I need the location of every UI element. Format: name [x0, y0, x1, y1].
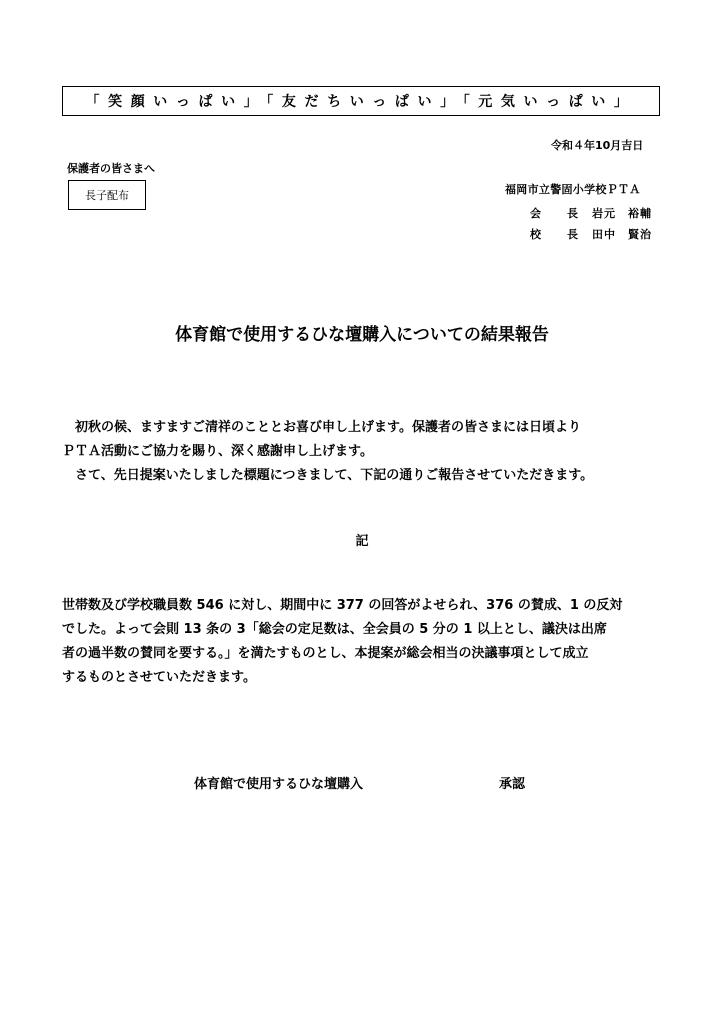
result-line: 世帯数及び学校職員数 546 に対し、期間中に 377 の回答がよせられ、376 の賛成、1 の反対	[62, 598, 623, 613]
note-heading: 記	[355, 534, 369, 549]
issue-date: 令和４年10月吉日	[551, 139, 644, 152]
signatory-role-char: 会	[530, 207, 541, 220]
organization-name: 福岡市立警固小学校ＰＴＡ	[505, 183, 641, 196]
greeting-line: ＰＴＡ活動にご協力を賜り、深く感謝申し上げます。	[62, 444, 373, 459]
result-status: 承認	[499, 777, 526, 792]
signatory-name: 田中 賢治	[592, 228, 652, 241]
signatory-role-char: 長	[567, 207, 578, 220]
report-title: 体育館で使用するひな壇購入についての結果報告	[175, 325, 549, 345]
distribution-label: 長子配布	[85, 189, 129, 202]
greeting-line: 初秋の候、ますますご清祥のこととお喜び申し上げます。保護者の皆さまには日頃より	[62, 420, 581, 435]
signatory-name: 岩元 裕輔	[592, 207, 652, 220]
signatory-principal	[530, 226, 660, 242]
greeting-paragraph	[62, 416, 672, 488]
signatory-role-char: 長	[567, 228, 578, 241]
slogan-banner	[62, 86, 660, 116]
distribution-box	[68, 180, 146, 210]
result-line: 者の過半数の賛同を要する。」を満たすものとし、本提案が総会相当の決議事項として成立	[62, 646, 589, 661]
slogan-text: 「笑顔いっぱい」「友だちいっぱい」「元気いっぱい」	[85, 94, 637, 110]
greeting-line: さて、先日提案いたしました標題につきまして、下記の通りご報告させていただきます。	[62, 468, 594, 483]
addressee: 保護者の皆さまへ	[67, 162, 155, 175]
signatory-role-char: 校	[530, 228, 541, 241]
signatory-pta-president	[530, 205, 660, 221]
result-item-name: 体育館で使用するひな壇購入	[194, 777, 364, 792]
result-paragraph	[62, 594, 672, 690]
result-line: でした。よって会則 13 条の 3「総会の定足数は、全会員の 5 分の 1 以上とし、議決は出席	[62, 622, 607, 637]
result-line: するものとさせていただきます。	[62, 670, 256, 685]
